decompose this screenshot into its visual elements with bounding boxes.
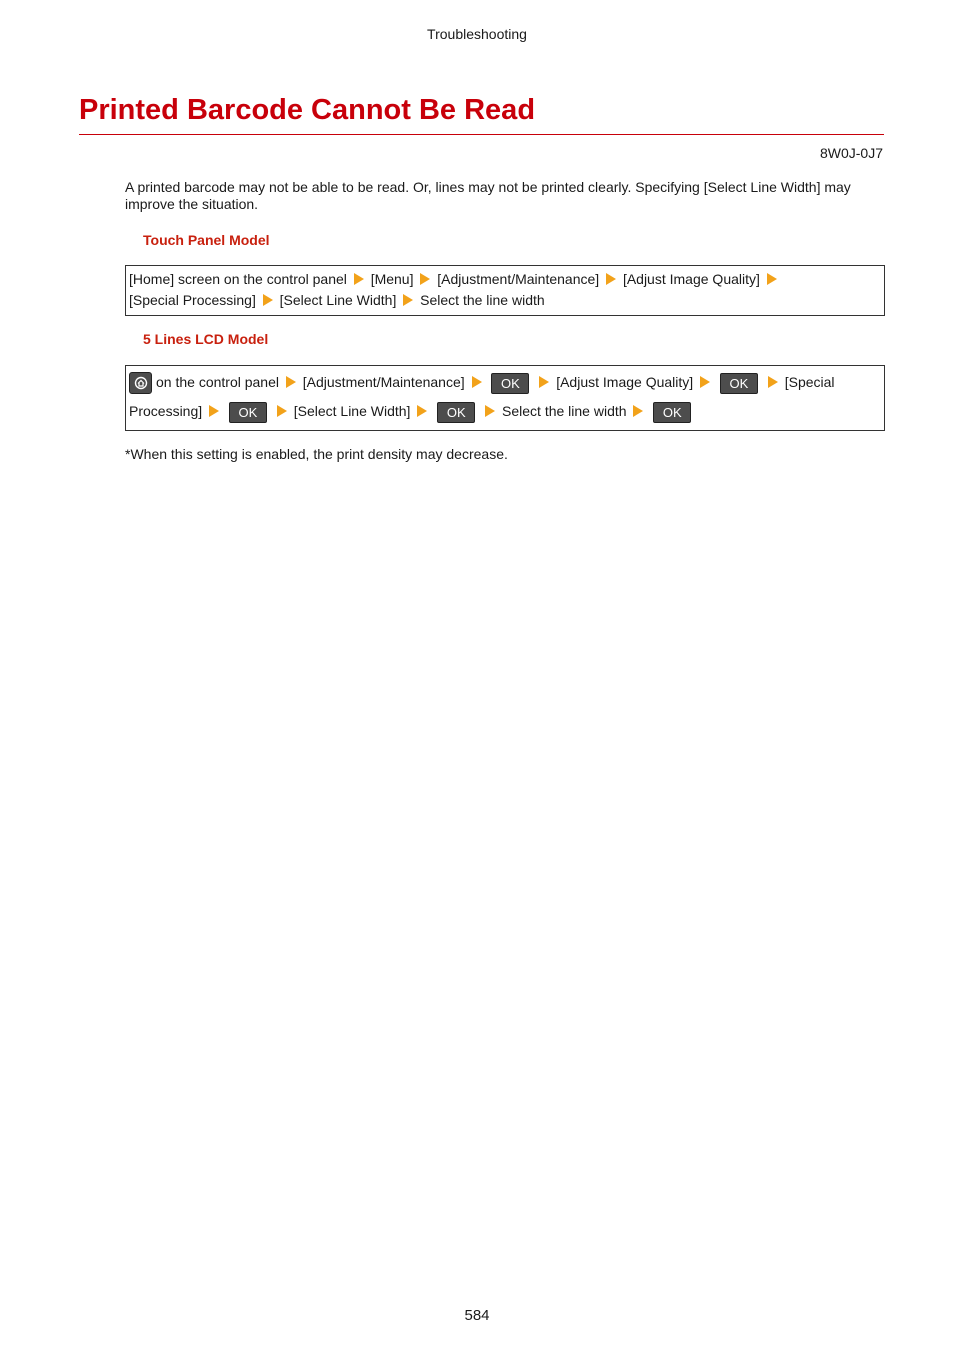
lcd-step: Select the line width (502, 403, 627, 419)
intro-paragraph: A printed barcode may not be able to be read. Or, lines may not be printed clearly. Specifying [Select Line Width] may improve the situation. (125, 179, 851, 212)
touch-step: Select the line width (420, 292, 545, 308)
running-header: Troubleshooting (427, 26, 527, 42)
touch-step: [Home] screen on the control panel (129, 271, 347, 287)
arrow-right-icon (768, 376, 778, 388)
lcd-step: [Special (784, 374, 835, 390)
ok-key-icon: OK (720, 373, 758, 394)
lcd-step: [Select Line Width] (293, 403, 411, 419)
lcd-procedure (125, 365, 885, 431)
arrow-right-icon (485, 405, 495, 417)
lcd-model-heading: 5 Lines LCD Model (143, 331, 269, 347)
arrow-right-icon (209, 405, 219, 417)
ok-key-icon: OK (437, 402, 475, 423)
home-key-icon (129, 372, 152, 394)
document-code: 8W0J-0J7 (819, 145, 883, 161)
arrow-right-icon (417, 405, 427, 417)
lcd-step: Processing] (129, 403, 203, 419)
ok-key-icon: OK (229, 402, 267, 423)
lcd-step: on the control panel (156, 374, 279, 390)
touch-step: [Adjust Image Quality] (622, 271, 760, 287)
touch-panel-heading: Touch Panel Model (143, 232, 270, 248)
arrow-right-icon (539, 376, 549, 388)
touch-step: [Adjustment/Maintenance] (437, 271, 600, 287)
arrow-right-icon (277, 405, 287, 417)
arrow-right-icon (286, 376, 296, 388)
ok-key-icon: OK (653, 402, 691, 423)
page-title: Printed Barcode Cannot Be Read (79, 94, 536, 126)
arrow-right-icon (403, 294, 413, 306)
touch-step: [Menu] (370, 271, 414, 287)
arrow-right-icon (420, 273, 430, 285)
title-divider (79, 134, 884, 135)
arrow-right-icon (633, 405, 643, 417)
touch-panel-procedure (125, 265, 885, 316)
arrow-right-icon (700, 376, 710, 388)
arrow-right-icon (263, 294, 273, 306)
arrow-right-icon (767, 273, 777, 285)
page-number: 584 (464, 1307, 490, 1324)
touch-step: [Special Processing] (129, 292, 256, 308)
touch-step: [Select Line Width] (279, 292, 397, 308)
arrow-right-icon (606, 273, 616, 285)
arrow-right-icon (472, 376, 482, 388)
lcd-step: [Adjust Image Quality] (556, 374, 694, 390)
note-text: *When this setting is enabled, the print density may decrease. (125, 446, 508, 462)
arrow-right-icon (354, 273, 364, 285)
ok-key-icon: OK (491, 373, 529, 394)
lcd-step: [Adjustment/Maintenance] (302, 374, 465, 390)
